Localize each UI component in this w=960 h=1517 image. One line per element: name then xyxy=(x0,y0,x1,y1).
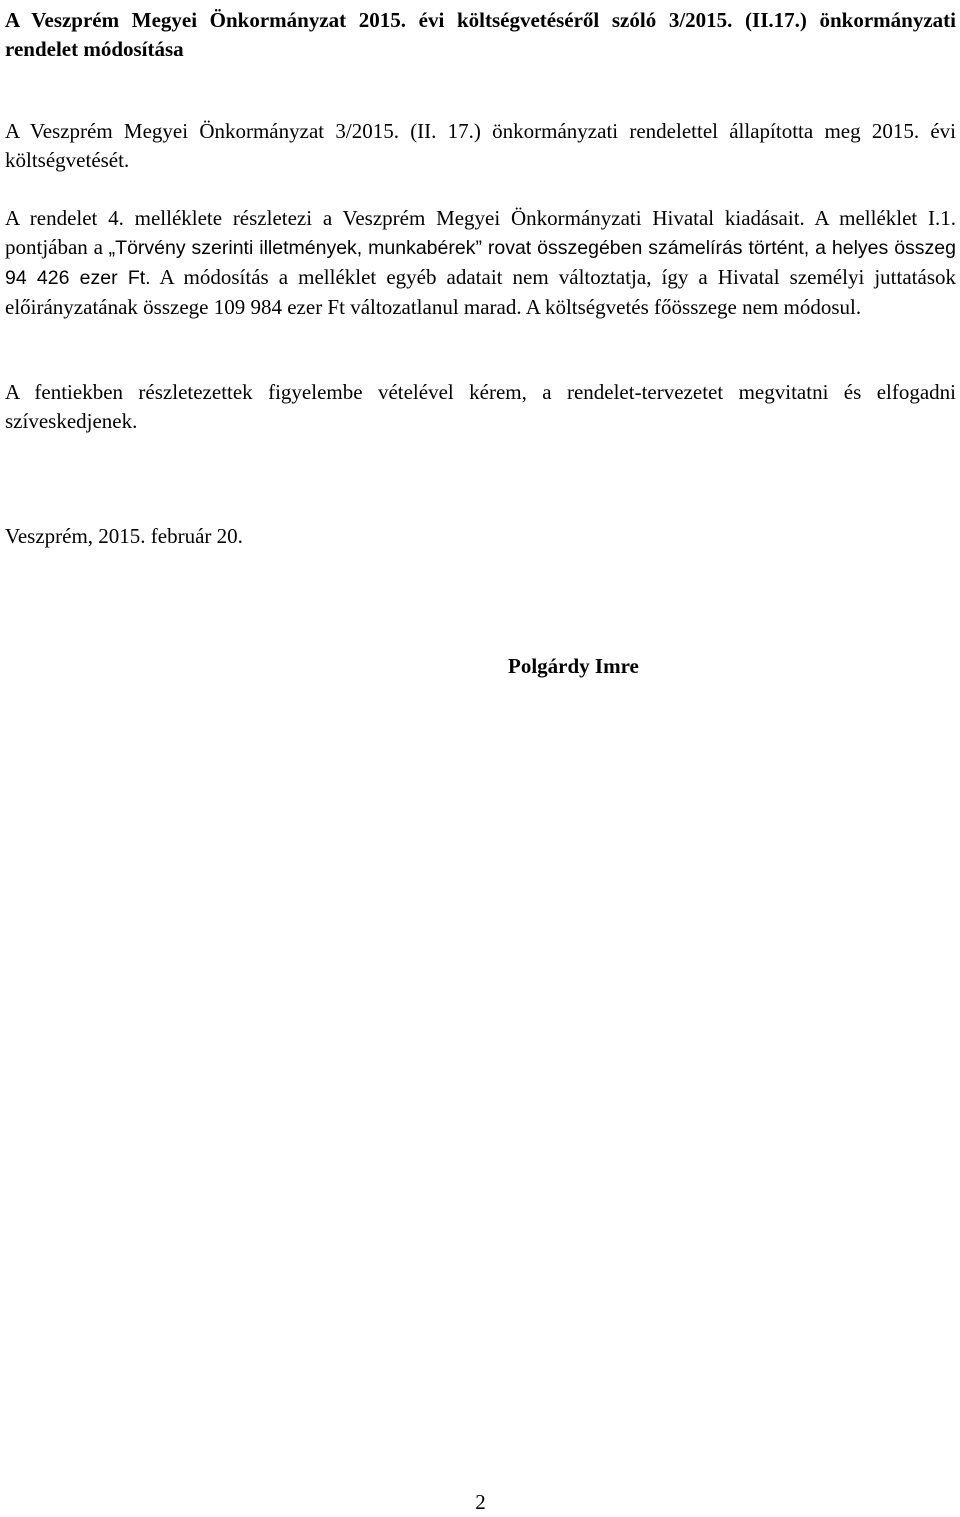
request-paragraph: A fentiekben részletezettek figyelembe vételével kérem, a rendelet-tervezetet megvitatni és elfogadni szíveskedjenek. xyxy=(5,380,956,433)
page-number: 2 xyxy=(475,1490,486,1514)
amendment-text-part1: A rendelet 4. melléklete részletezi a Veszprém Megyei Önkormányzati Hivatal kiadásait. A melléklet I.1. pontjában a xyxy=(5,206,956,259)
date-line: Veszprém, 2015. február 20. xyxy=(5,524,243,548)
document-page xyxy=(5,0,956,1513)
document-title: A Veszprém Megyei Önkormányzat 2015. évi költségvetéséről szóló 3/2015. (II.17.) önkormányzati rendelet módosítása xyxy=(5,8,956,61)
amendment-text-part3: A módosítás a melléklet egyéb adatait nem változtatja, így a Hivatal személyi juttatások előirányzatának összege 109 984 ezer Ft változatlanul marad. A költségvetés főösszege nem módosul. xyxy=(5,265,956,319)
intro-paragraph: A Veszprém Megyei Önkormányzat 3/2015. (II. 17.) önkormányzati rendelettel állapította meg 2015. évi költségvetését. xyxy=(5,119,956,172)
amendment-text-part2: „Törvény szerinti illetmények, munkabérek” rovat összegében számelírás történt, a helyes összeg 94 426 ezer Ft. xyxy=(5,237,956,289)
amendment-paragraph xyxy=(5,204,956,322)
signature-name: Polgárdy Imre xyxy=(508,654,639,678)
